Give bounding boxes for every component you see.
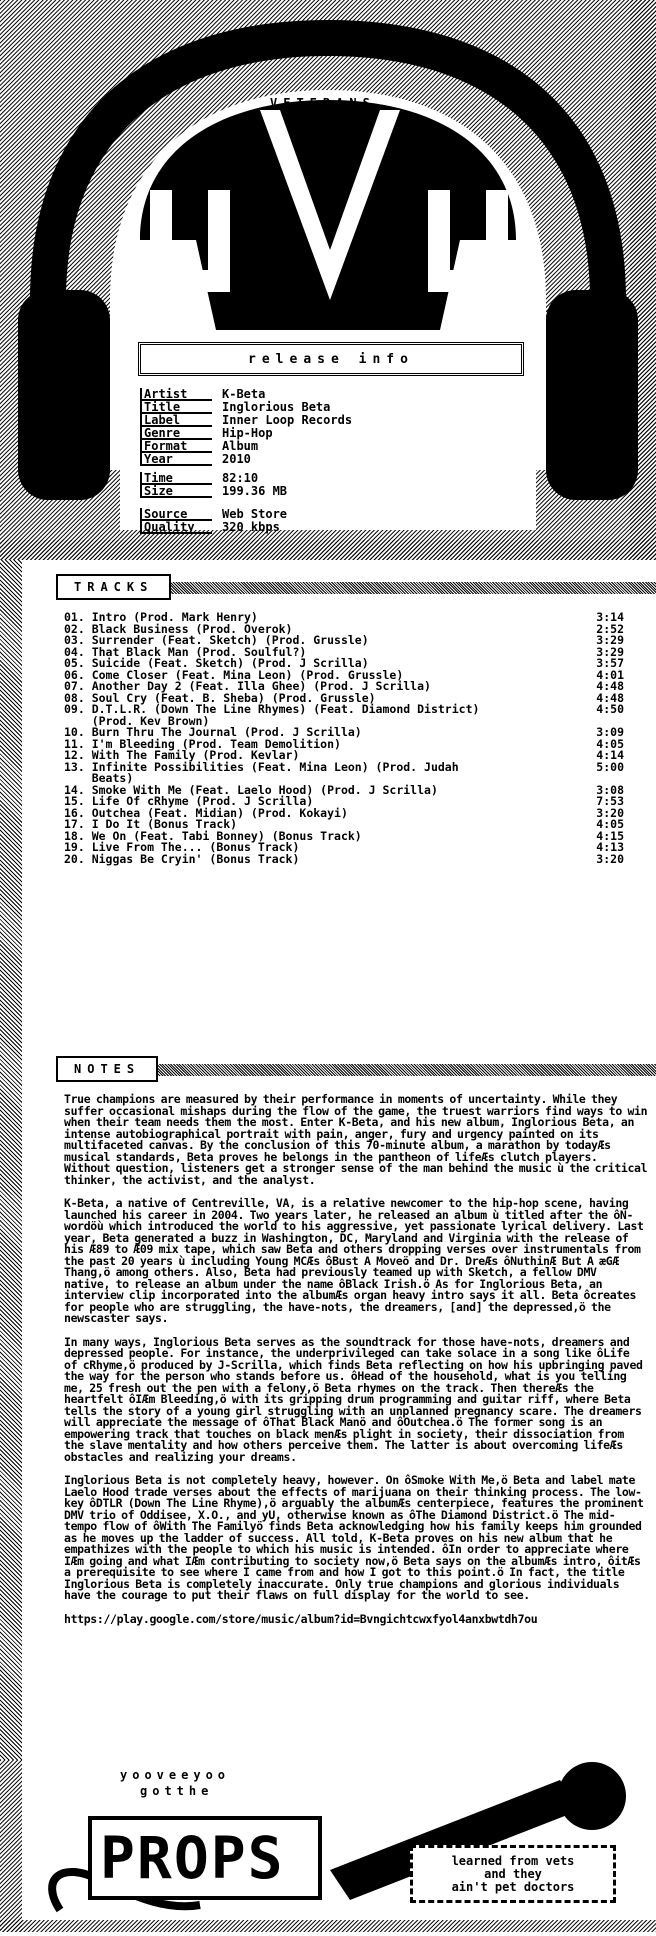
track-duration: 2:52	[596, 621, 624, 636]
info-label: Artist	[140, 388, 212, 401]
track-title: 13. Infinite Possibilities (Feat. Mina Leon) (Prod. Judah Beats)	[64, 759, 459, 785]
track-duration: 3:29	[596, 644, 624, 659]
track-duration: 4:05	[596, 736, 624, 751]
track-title: 08. Soul Cry (Feat. B. Sheba) (Prod. Grussle)	[64, 690, 376, 705]
info-value: 320 kbps	[222, 520, 280, 534]
track-title: 04. That Black Man (Prod. Soulful?)	[64, 644, 307, 659]
track-duration: 4:48	[596, 690, 624, 705]
mascot-headphones-art	[0, 0, 656, 560]
info-label: Format	[140, 440, 212, 453]
track-row	[64, 759, 624, 785]
logo-united: UNITED	[408, 170, 488, 184]
info-value: Hip-Hop	[222, 426, 273, 440]
track-duration: 3:08	[596, 782, 624, 797]
props-line-1: yooveeyoo	[120, 1768, 231, 1782]
track-duration: 4:14	[596, 748, 624, 762]
footer-quote-box	[410, 1845, 616, 1903]
track-title: 19. Live From The... (Bonus Track)	[64, 840, 300, 854]
track-duration: 3:20	[596, 851, 624, 866]
banner-fill	[156, 582, 656, 594]
notes-paragraph: Inglorious Beta is not completely heavy, however. On ôSmoke With Me,ö Beta and label mate Laelo Hood trade verses about the effects of marijuana on their thinking process. The low-key ôDTLR (Down The Line Rhyme),ö arguably the albumÆs centerpiece, features the prominent DMV trio of Oddisee, X.O., and yU, otherwise known as ôThe Diamond District.ö The mid-tempo flow of ôWith The Familyö finds Beta acknowledging how his family keeps him grounded as he moves up the ladder of success. All told, K-Beta proves on his new album that he empathizes with the people to which his music is intended. ôIn order to appreciate where IÆm going and what IÆm contributing to society now,ö Beta says on the albumÆs intro, ôitÆs a prerequisite to see where I came from and how I got to this point.ö In fact, the title Inglorious Beta is completely inaccurate. Only true champions and glorious individuals have the courage to put their flaws on full display for the world to see.	[64, 1473, 644, 1602]
info-label: Label	[140, 414, 212, 427]
tracks-banner	[56, 574, 656, 598]
notes-banner	[56, 1056, 656, 1080]
track-duration: 5:00	[596, 759, 624, 774]
info-value: 82:10	[222, 471, 259, 485]
props-big-word: PROPS	[100, 1824, 285, 1892]
track-title: 12. With The Family (Prod. Kevlar)	[64, 748, 300, 762]
track-title: 03. Surrender (Feat. Sketch) (Prod. Grussle)	[64, 633, 369, 647]
track-duration: 4:15	[596, 828, 624, 843]
track-list	[64, 612, 624, 865]
left-frame-border	[0, 560, 22, 1760]
track-duration: 4:48	[596, 679, 624, 693]
track-title: 11. I'm Bleeding (Prod. Team Demolition)	[64, 736, 341, 751]
info-label: Year	[140, 453, 212, 466]
footer-quote-line: and they	[484, 1866, 542, 1881]
release-info-group-main	[140, 388, 352, 466]
info-value: 199.36 MB	[222, 484, 288, 498]
info-value: Inner Loop Records	[222, 413, 353, 427]
track-title: 10. Burn Thru The Journal (Prod. J Scrilla)	[64, 725, 362, 739]
info-value: Web Store	[222, 507, 288, 521]
track-title: 16. Outchea (Feat. Midian) (Prod. Kokayi)	[64, 805, 348, 820]
track-title: 14. Smoke With Me (Feat. Laelo Hood) (Prod. J Scrilla)	[64, 782, 438, 797]
track-title: 05. Suicide (Feat. Sketch) (Prod. J Scrilla)	[64, 656, 369, 670]
footer-quote-line: ain't pet doctors	[451, 1879, 575, 1894]
notes-paragraph: In many ways, Inglorious Beta serves as the soundtrack for those have-nots, dreamers and depressed people. For instance, the underprivileged can take solace in a song like ôLife of cRhyme,ö produced by J-Scrilla, which finds Beta reflecting on how his upbringing paved the way for the person who stands before us. ôHead of the household, what is you telling me, 25 fresh out the pen with a felony,ö Beta rhymes on the track. Then thereÆs the heartfelt ôIÆm Bleeding,ö with its gripping drum programming and guitar riff, where Beta tells the story of a young girl struggling with an unplanned pregnancy scare. The dreamers will appreciate the message of ôThat Black Manö and ôOutchea.ö The former song is an empowering track that touches on black menÆs plight in society, their dissociation from the slave mentality and how others perceive them. The latter is about overcoming lifeÆs obstacles and realizing your dreams.	[64, 1334, 643, 1464]
track-duration: 3:14	[596, 610, 624, 624]
notes-body	[64, 1094, 648, 1637]
info-label: Quality	[140, 521, 212, 534]
notes-paragraph: True champions are measured by their performance in moments of uncertainty. While they suffer occasional mishaps during the flow of the game, the truest warriors find ways to win when their team needs them the most. Enter K-Beta, and his new album, Inglorious Beta, an intense autobiographical portrait with pain, anger, fury and urgency painted on its multifaceted canvas. By the conclusion of this 70-minute album, a marathon by todayÆs musical standards, Beta proves he belongs in the pantheon of lifeÆs clutch players. Without question, listeners get a stronger sense of the man behind the music ù the critical thinker, the activist, and the analyst.	[64, 1092, 648, 1187]
track-duration: 3:57	[596, 656, 624, 670]
track-title: 07. Another Day 2 (Feat. Illa Ghee) (Prod. J Scrilla)	[64, 679, 431, 693]
info-label: Size	[140, 485, 212, 498]
footer-quote-line: learned from vets	[451, 1853, 575, 1868]
track-duration: 3:09	[596, 725, 624, 739]
track-duration: 7:53	[596, 794, 624, 808]
track-duration: 4:50	[596, 702, 624, 716]
info-value: K-Beta	[222, 387, 266, 401]
props-line-2: gotthe	[140, 1784, 214, 1798]
track-title: 20. Niggas Be Cryin' (Bonus Track)	[64, 851, 300, 866]
tracks-heading: TRACKS	[56, 574, 171, 600]
track-title: 17. I Do It (Bonus Track)	[64, 817, 238, 831]
info-label: Source	[140, 508, 212, 521]
track-title: 02. Black Business (Prod. Overok)	[64, 621, 293, 636]
logo-urban: URBAN	[158, 170, 225, 184]
track-duration: 3:20	[596, 805, 624, 820]
notes-url[interactable]: https://play.google.com/store/music/album?id=Bvngichtcwxfyol4anxbwtdh7ou	[64, 1611, 538, 1626]
info-label: Genre	[140, 427, 212, 440]
track-row	[64, 704, 624, 727]
info-value: 2010	[222, 452, 251, 466]
info-value: Album	[222, 439, 259, 453]
track-duration: 4:05	[596, 817, 624, 831]
track-duration: 4:01	[596, 667, 624, 682]
track-duration: 4:13	[596, 840, 624, 854]
track-duration: 3:29	[596, 633, 624, 647]
track-title: 15. Life Of cRhyme (Prod. J Scrilla)	[64, 794, 314, 808]
info-label: Title	[140, 401, 212, 414]
notes-paragraph: K-Beta, a native of Centreville, VA, is a relative newcomer to the hip-hop scene, having launched his career in 2004. Two years later, he released an album ù titled after the ôN-wordöù which introduced the world to his aggressive, yet passionate lyrical delivery. Last year, Beta generated a buzz in Washington, DC, Maryland and Virginia with the release of his Æ89 to Æ09 mix tape, which saw Beta and others dropping verses over instrumentals from the past 20 years ù including Young MCÆs ôBust A Moveö and Dr. DreÆs ôNuthinÆ But A æGÆ Thang,ö among others. Also, Beta had previously teamed up with Sketch, a fellow DMV native, to release an album under the name ôBlack Irish.ö As for Inglorious Beta, an interview clip incorporated into the albumÆs organ heavy intro says it all. Beta ôcreates for people who are struggling, the have-nots, the dreamers, [and] the depressed,ö the newscaster says.	[64, 1196, 644, 1325]
info-label: Time	[140, 472, 212, 485]
track-title: 18. We On (Feat. Tabi Bonney) (Bonus Track)	[64, 828, 362, 843]
release-info-heading: release info	[138, 342, 524, 376]
logo-veterans: VETERANS	[270, 96, 376, 110]
header-ascii-art	[0, 0, 656, 560]
notes-heading: NOTES	[56, 1056, 158, 1082]
track-title: 09. D.T.L.R. (Down The Line Rhymes) (Feat. Diamond District) (Prod. Kev Brown)	[64, 702, 480, 728]
track-title: 01. Intro (Prod. Mark Henry)	[64, 610, 258, 624]
track-title: 06. Come Closer (Feat. Mina Leon) (Prod. Grussle)	[64, 667, 404, 682]
track-row	[64, 851, 624, 866]
banner-fill	[148, 1064, 656, 1076]
release-info-group-source	[140, 508, 287, 534]
info-value: Inglorious Beta	[222, 400, 331, 414]
release-info-group-size	[140, 472, 287, 498]
